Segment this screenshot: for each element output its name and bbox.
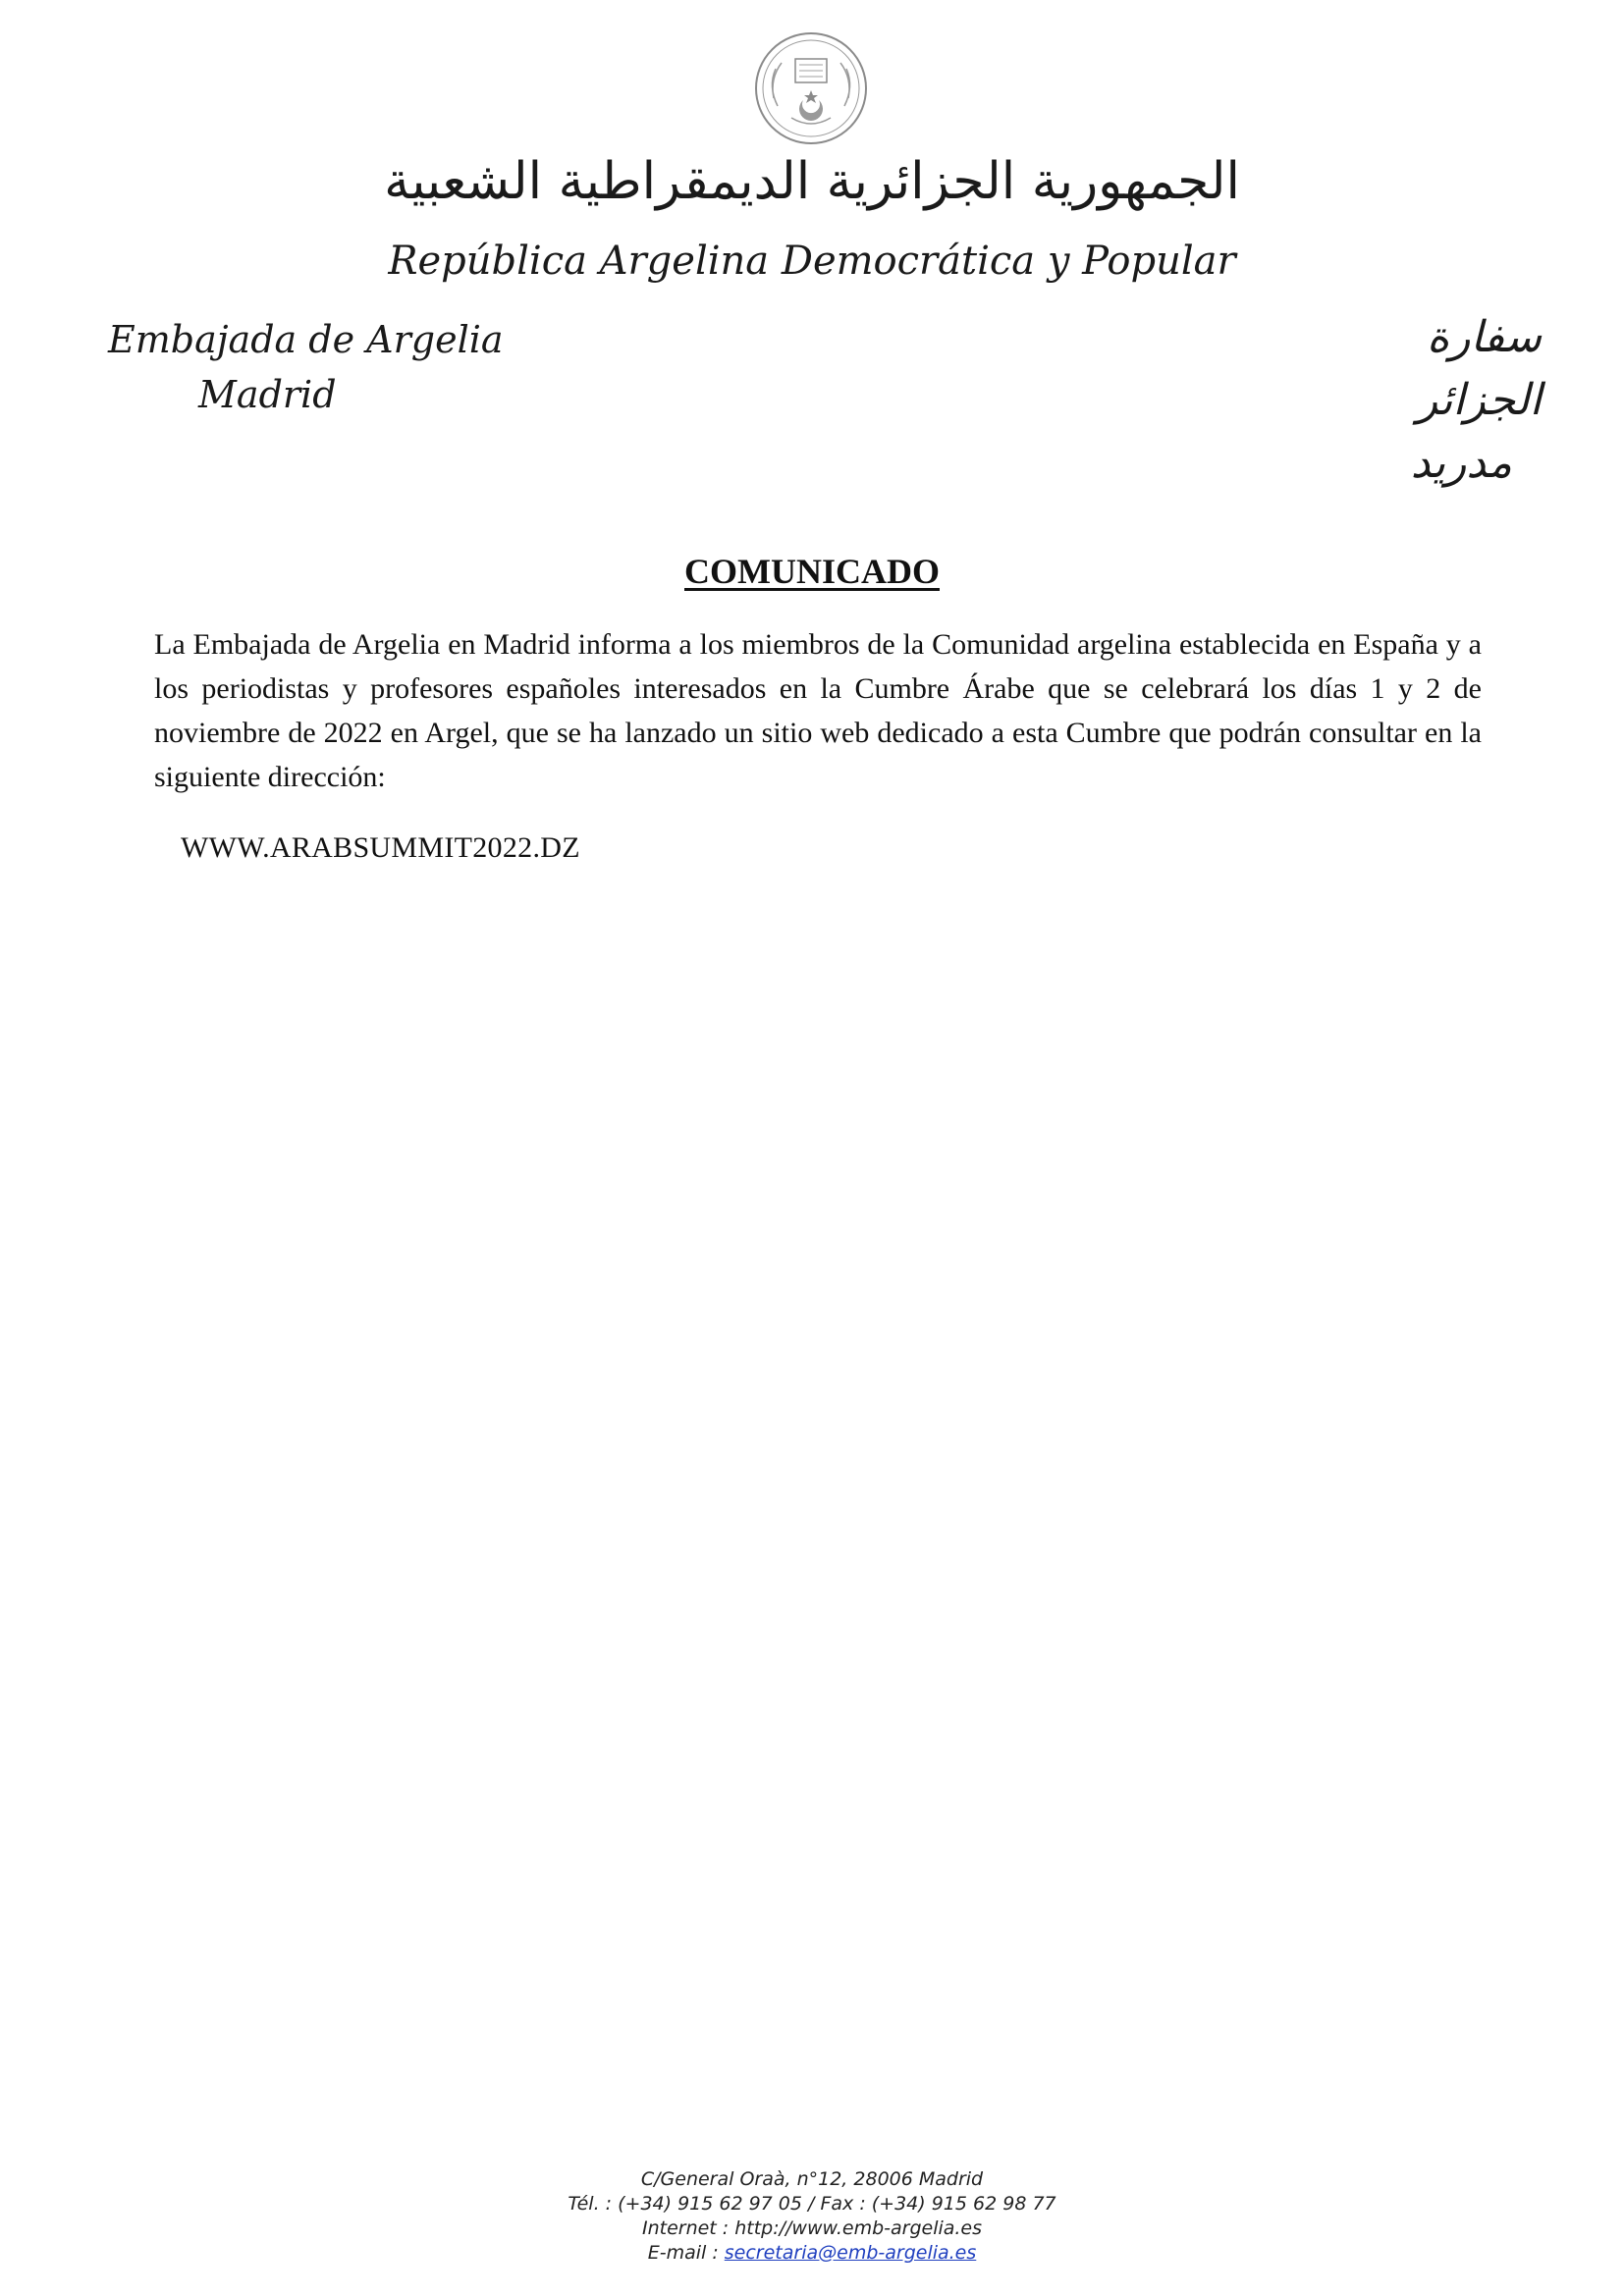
embassy-name-line: Embajada de Argelia: [108, 318, 504, 361]
footer-email-link[interactable]: secretaria@emb-argelia.es: [724, 2242, 977, 2264]
embassy-name-arabic-line: سفارة الجزائر: [1416, 312, 1542, 425]
arabic-state-title: الجمهورية الجزائرية الديمقراطية الشعبية: [384, 152, 1240, 211]
summit-website-link[interactable]: WWW.ARABSUMMIT2022.DZ: [181, 831, 580, 864]
embassy-name-spanish: [108, 312, 520, 422]
coat-of-arms-seal-icon: [752, 29, 870, 147]
footer-internet[interactable]: Internet : http://www.emb-argelia.es: [641, 2217, 983, 2239]
footer-email-line: [0, 2241, 1624, 2266]
embassy-city-arabic-line: مدريد: [1410, 438, 1512, 488]
footer-contact-block: [0, 2167, 1624, 2266]
footer-phone-fax: Tél. : (+34) 915 62 97 05 / Fax : (+34) 915 62 98 77: [568, 2193, 1056, 2215]
communique-body: La Embajada de Argelia en Madrid informa a los miembros de la Comunidad argelina establecida en España y a los periodistas y profesores españoles interesados en la Cumbre Árabe que se celebrará los días 1 y 2 de noviembre de 2022 en Argel, que se ha lanzado un sitio web dedicado a esta Cumbre que podrán consultar en la siguiente dirección:: [154, 628, 1482, 793]
embassy-city-line: Madrid: [198, 373, 337, 416]
footer-email-label: E-mail :: [647, 2242, 725, 2264]
embassy-name-arabic: [1306, 306, 1542, 495]
footer-address: C/General Oraà, n°12, 28006 Madrid: [640, 2168, 984, 2190]
spanish-state-title: República Argelina Democrática y Popular: [388, 239, 1236, 284]
document-title: COMUNICADO: [684, 552, 940, 591]
